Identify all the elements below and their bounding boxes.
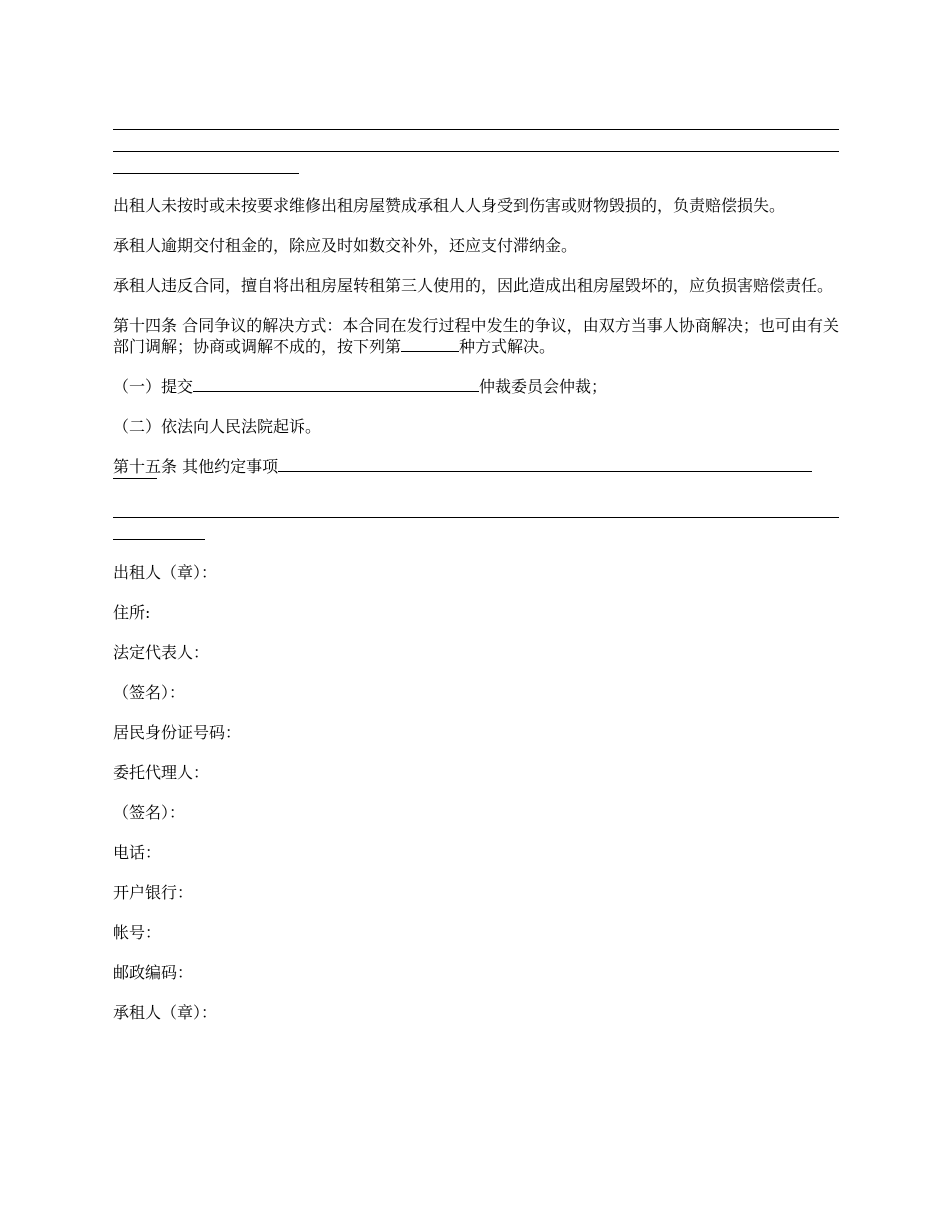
article-14 [113,315,839,357]
option-arbitration-suffix: 仲裁委员会仲裁； [479,377,608,396]
fill-in-blank [278,456,812,472]
blank-line [113,173,299,174]
blank-line [113,539,205,540]
other-terms-blank-lines [113,517,839,540]
option-arbitration [113,376,839,397]
blank-line [113,478,157,479]
blank-line [113,151,839,152]
document-page [113,118,839,1023]
signature-label: （签名）： [113,803,186,822]
phone-label: 电话： [113,843,162,862]
postcode-label: 邮政编码： [113,963,194,982]
paragraph-late-rent: 承租人逾期交付租金的，除应及时如数交补外，还应支付滞纳金。 [113,236,578,255]
address-label: 住所: [113,603,151,622]
legal-representative-label: 法定代表人： [113,643,210,662]
account-label: 帐号： [113,923,162,942]
blank-line [113,129,839,130]
article-15 [113,456,839,477]
fill-in-blank [193,376,479,392]
id-number-label: 居民身份证号码： [113,723,242,742]
signature-label: （签名）： [113,683,186,702]
blank-line [113,517,839,518]
article-15-label: 第十五条 其他约定事项 [113,457,279,476]
lessor-seal-label: 出租人（章）： [113,563,218,582]
top-blank-lines [113,129,839,174]
article-14-text: 第十四条 合同争议的解决方式：本合同在发行过程中发生的争议，由双方当事人协商解决；也可由有关部门调解；协商或调解不成的，按下列第 [113,316,839,356]
agent-label: 委托代理人： [113,763,210,782]
paragraph-sublet-liability: 承租人违反合同，擅自将出租房屋转租第三人使用的，因此造成出租房屋毁坏的，应负损害赔偿责任。 [113,276,834,295]
signature-block [113,562,839,1023]
article-14-suffix: 种方式解决。 [459,337,556,356]
fill-in-blank [401,336,459,352]
option-arbitration-prefix: （一）提交 [113,377,194,396]
bank-label: 开户银行： [113,883,194,902]
lessee-seal-label: 承租人（章）： [113,1003,218,1022]
paragraph-repair-liability: 出租人未按时或未按要求维修出租房屋赞成承租人人身受到伤害或财物毁损的，负责赔偿损失。 [113,196,786,215]
option-court: （二）依法向人民法院起诉。 [113,417,322,436]
